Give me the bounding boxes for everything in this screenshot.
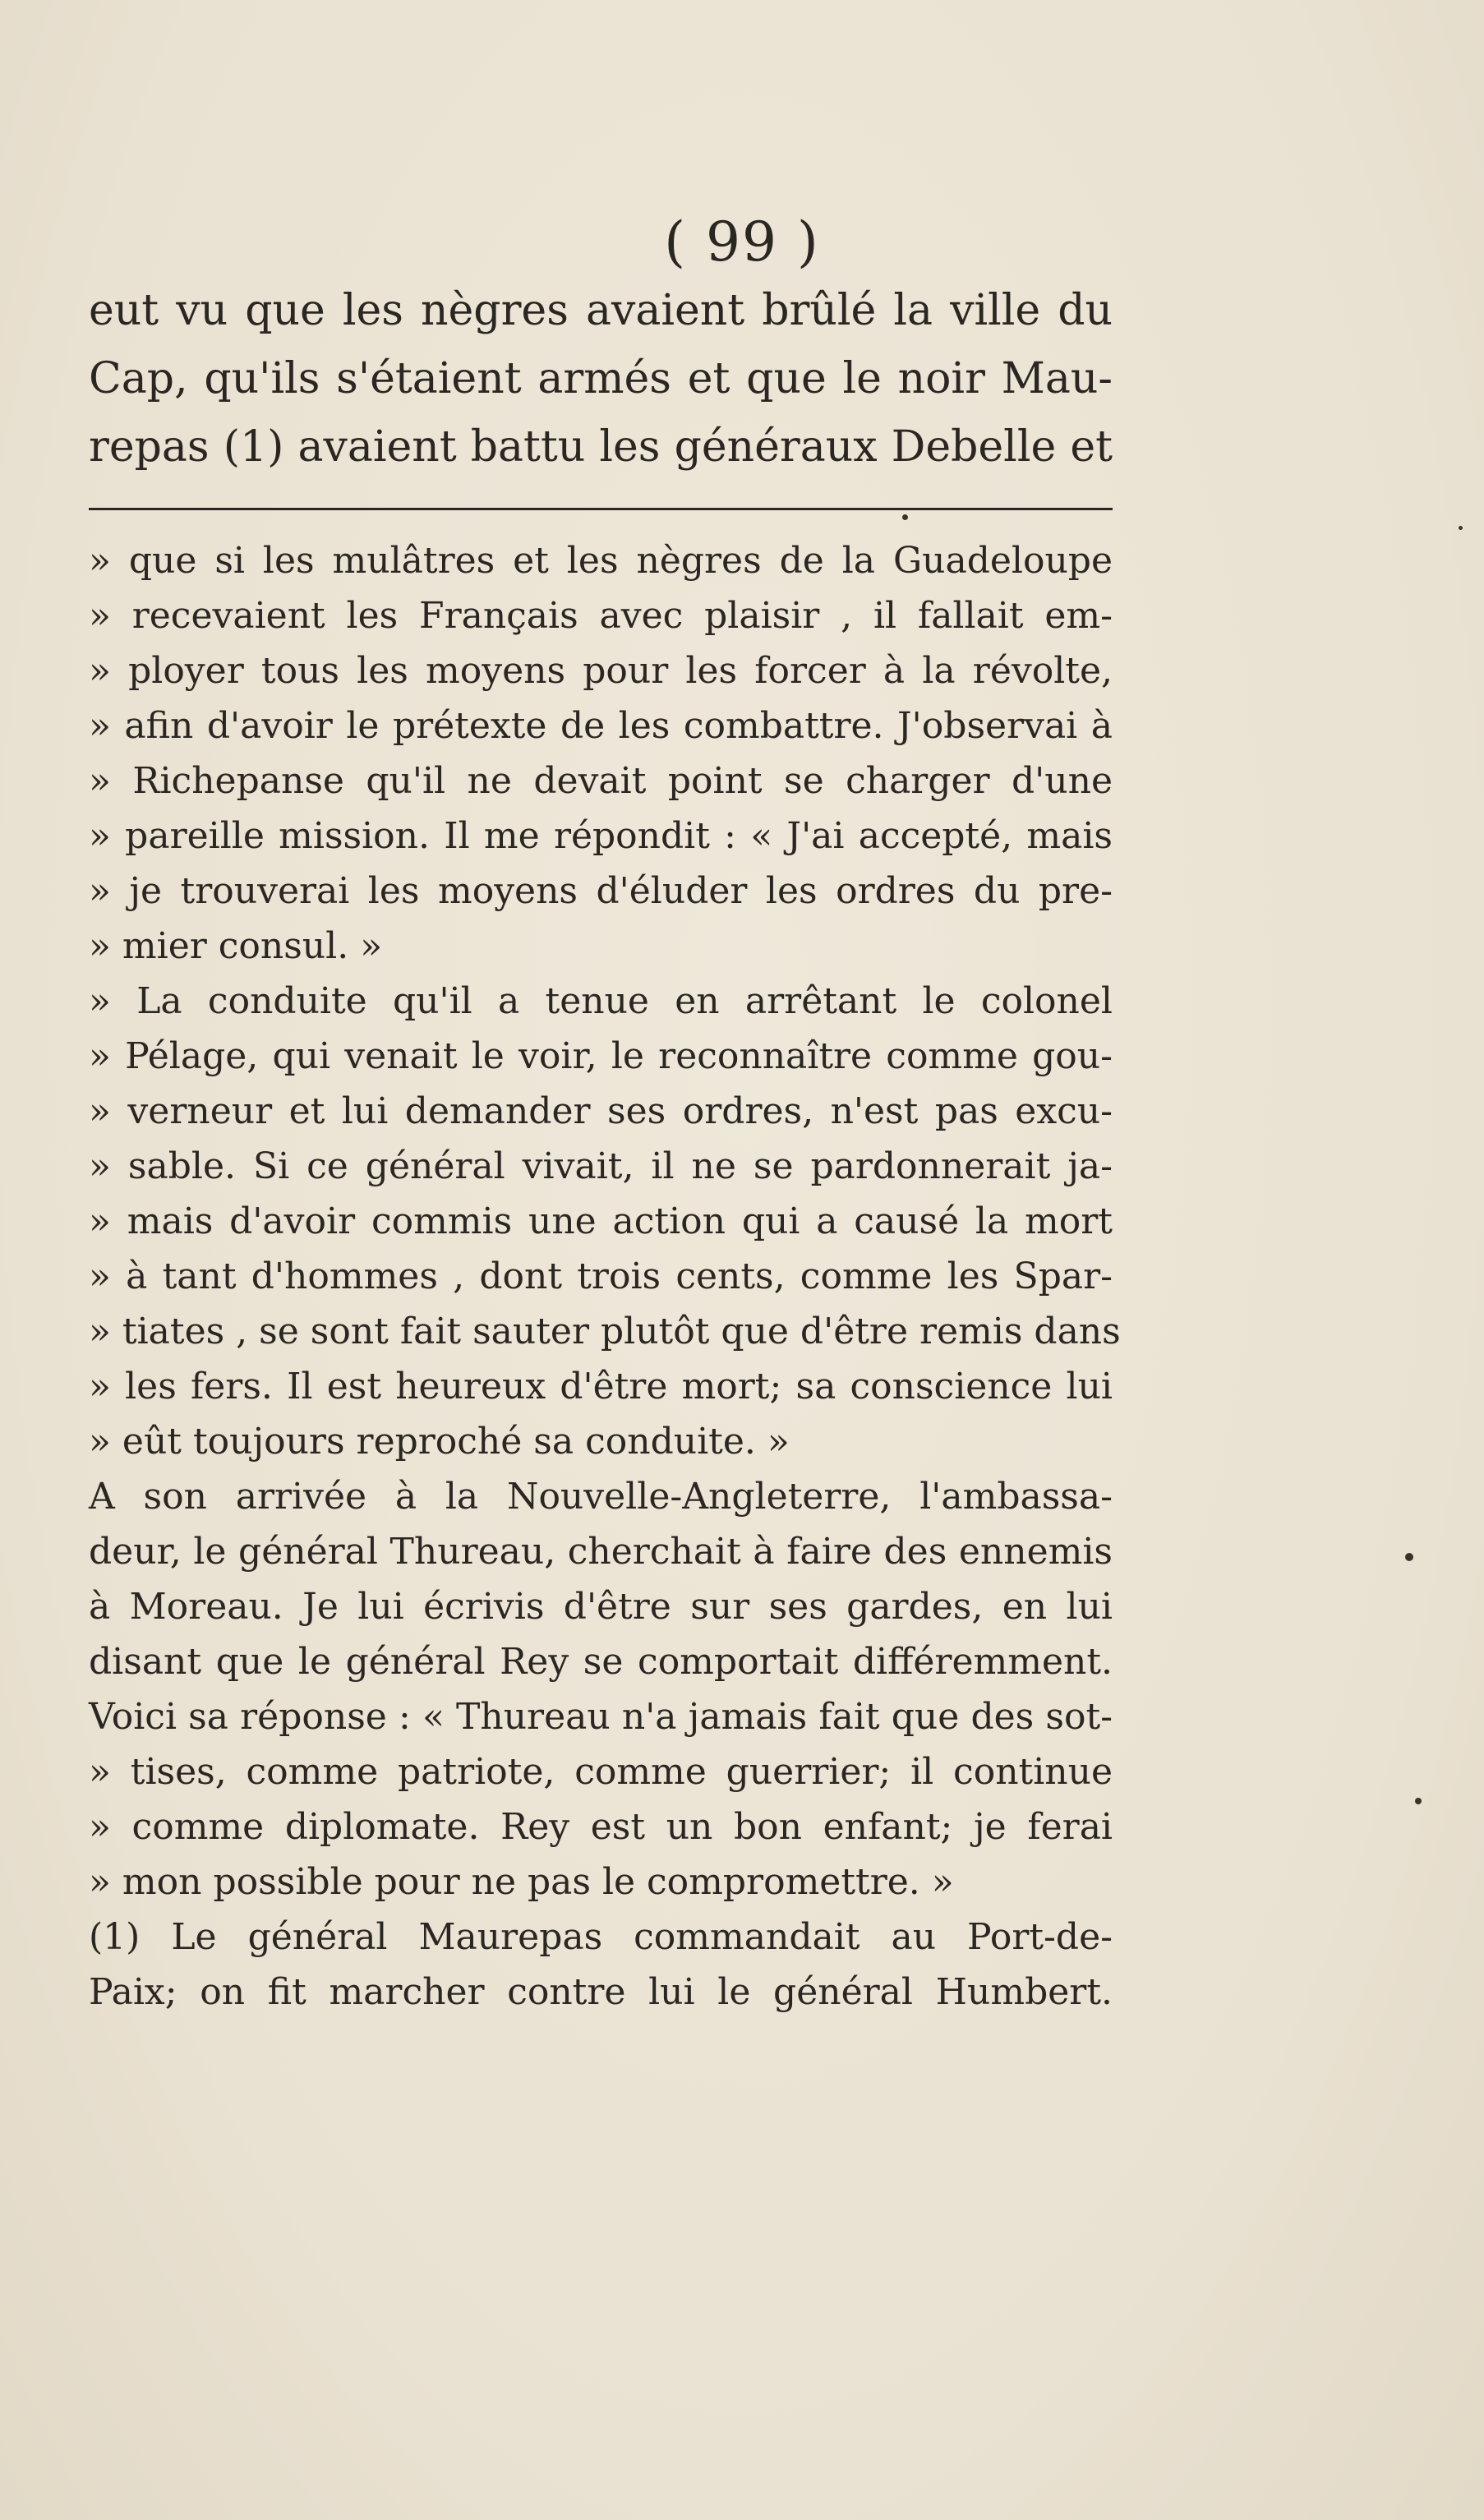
- paper-speck: [902, 514, 908, 520]
- paper-speck: [1405, 1553, 1413, 1561]
- paper-speck: [1415, 1798, 1422, 1804]
- paper-speck: [1459, 526, 1463, 530]
- book-page: ( 99 ) eut vu que les nègres avaient brûlé la ville du Cap, qu'ils s'étaient armés et que le noir Mau- repas (1) avaient battu les généraux Debelle et » que si les mulâtres et les nègres de la Guadeloupe » recevaient les Français avec plaisir , il fallait em- » ployer tous les moyens pour les forcer à la révolte, » afin d'avoir le prétexte de les combattre. J'observai à » Richepanse qu'il ne devait point se charger d'une » pareille mission. Il me répondit : « J'ai accepté, mais » je trouverai les moyens d'éluder les ordres du pre- » mier consul. » » La conduite qu'il a tenue en arrêtant le colonel » Pélage, qui venait le voir, le reconnaître comme gou- » verneur et lui demander ses ordres, n'est pas excu- » sable. Si ce général vivait, il ne se pardonnerait ja- » mais d'avoir commis une action qui a causé la mort » à tant d'hommes , dont trois cents, comme les Spar- » tiates , se sont fait sauter plutôt que d'être remis dans » les fers. Il est heureux d'être mort; sa conscience lui » eût toujours reproché sa conduite. » A son arrivée à la Nouvelle-Angleterre, l'ambassa- deur, le général Thureau, cherchait à faire des ennemis à Moreau. Je lui écrivis d'être sur ses gardes, en lui disant que le général Rey se comportait différemment. Voici sa réponse : « Thureau n'a jamais fait que des sot- » tises, comme patriote, comme guerrier; il continue » comme diplomate. Rey est un bon enfant; je ferai » mon possible pour ne pas le compromettre. » (1) Le général Maurepas commandait au Port-de- Paix; on fit marcher contre lui le général Humbert.: [0, 0, 1484, 2520]
- page-number: ( 99 ): [664, 210, 820, 274]
- separator-rule: [89, 508, 1113, 510]
